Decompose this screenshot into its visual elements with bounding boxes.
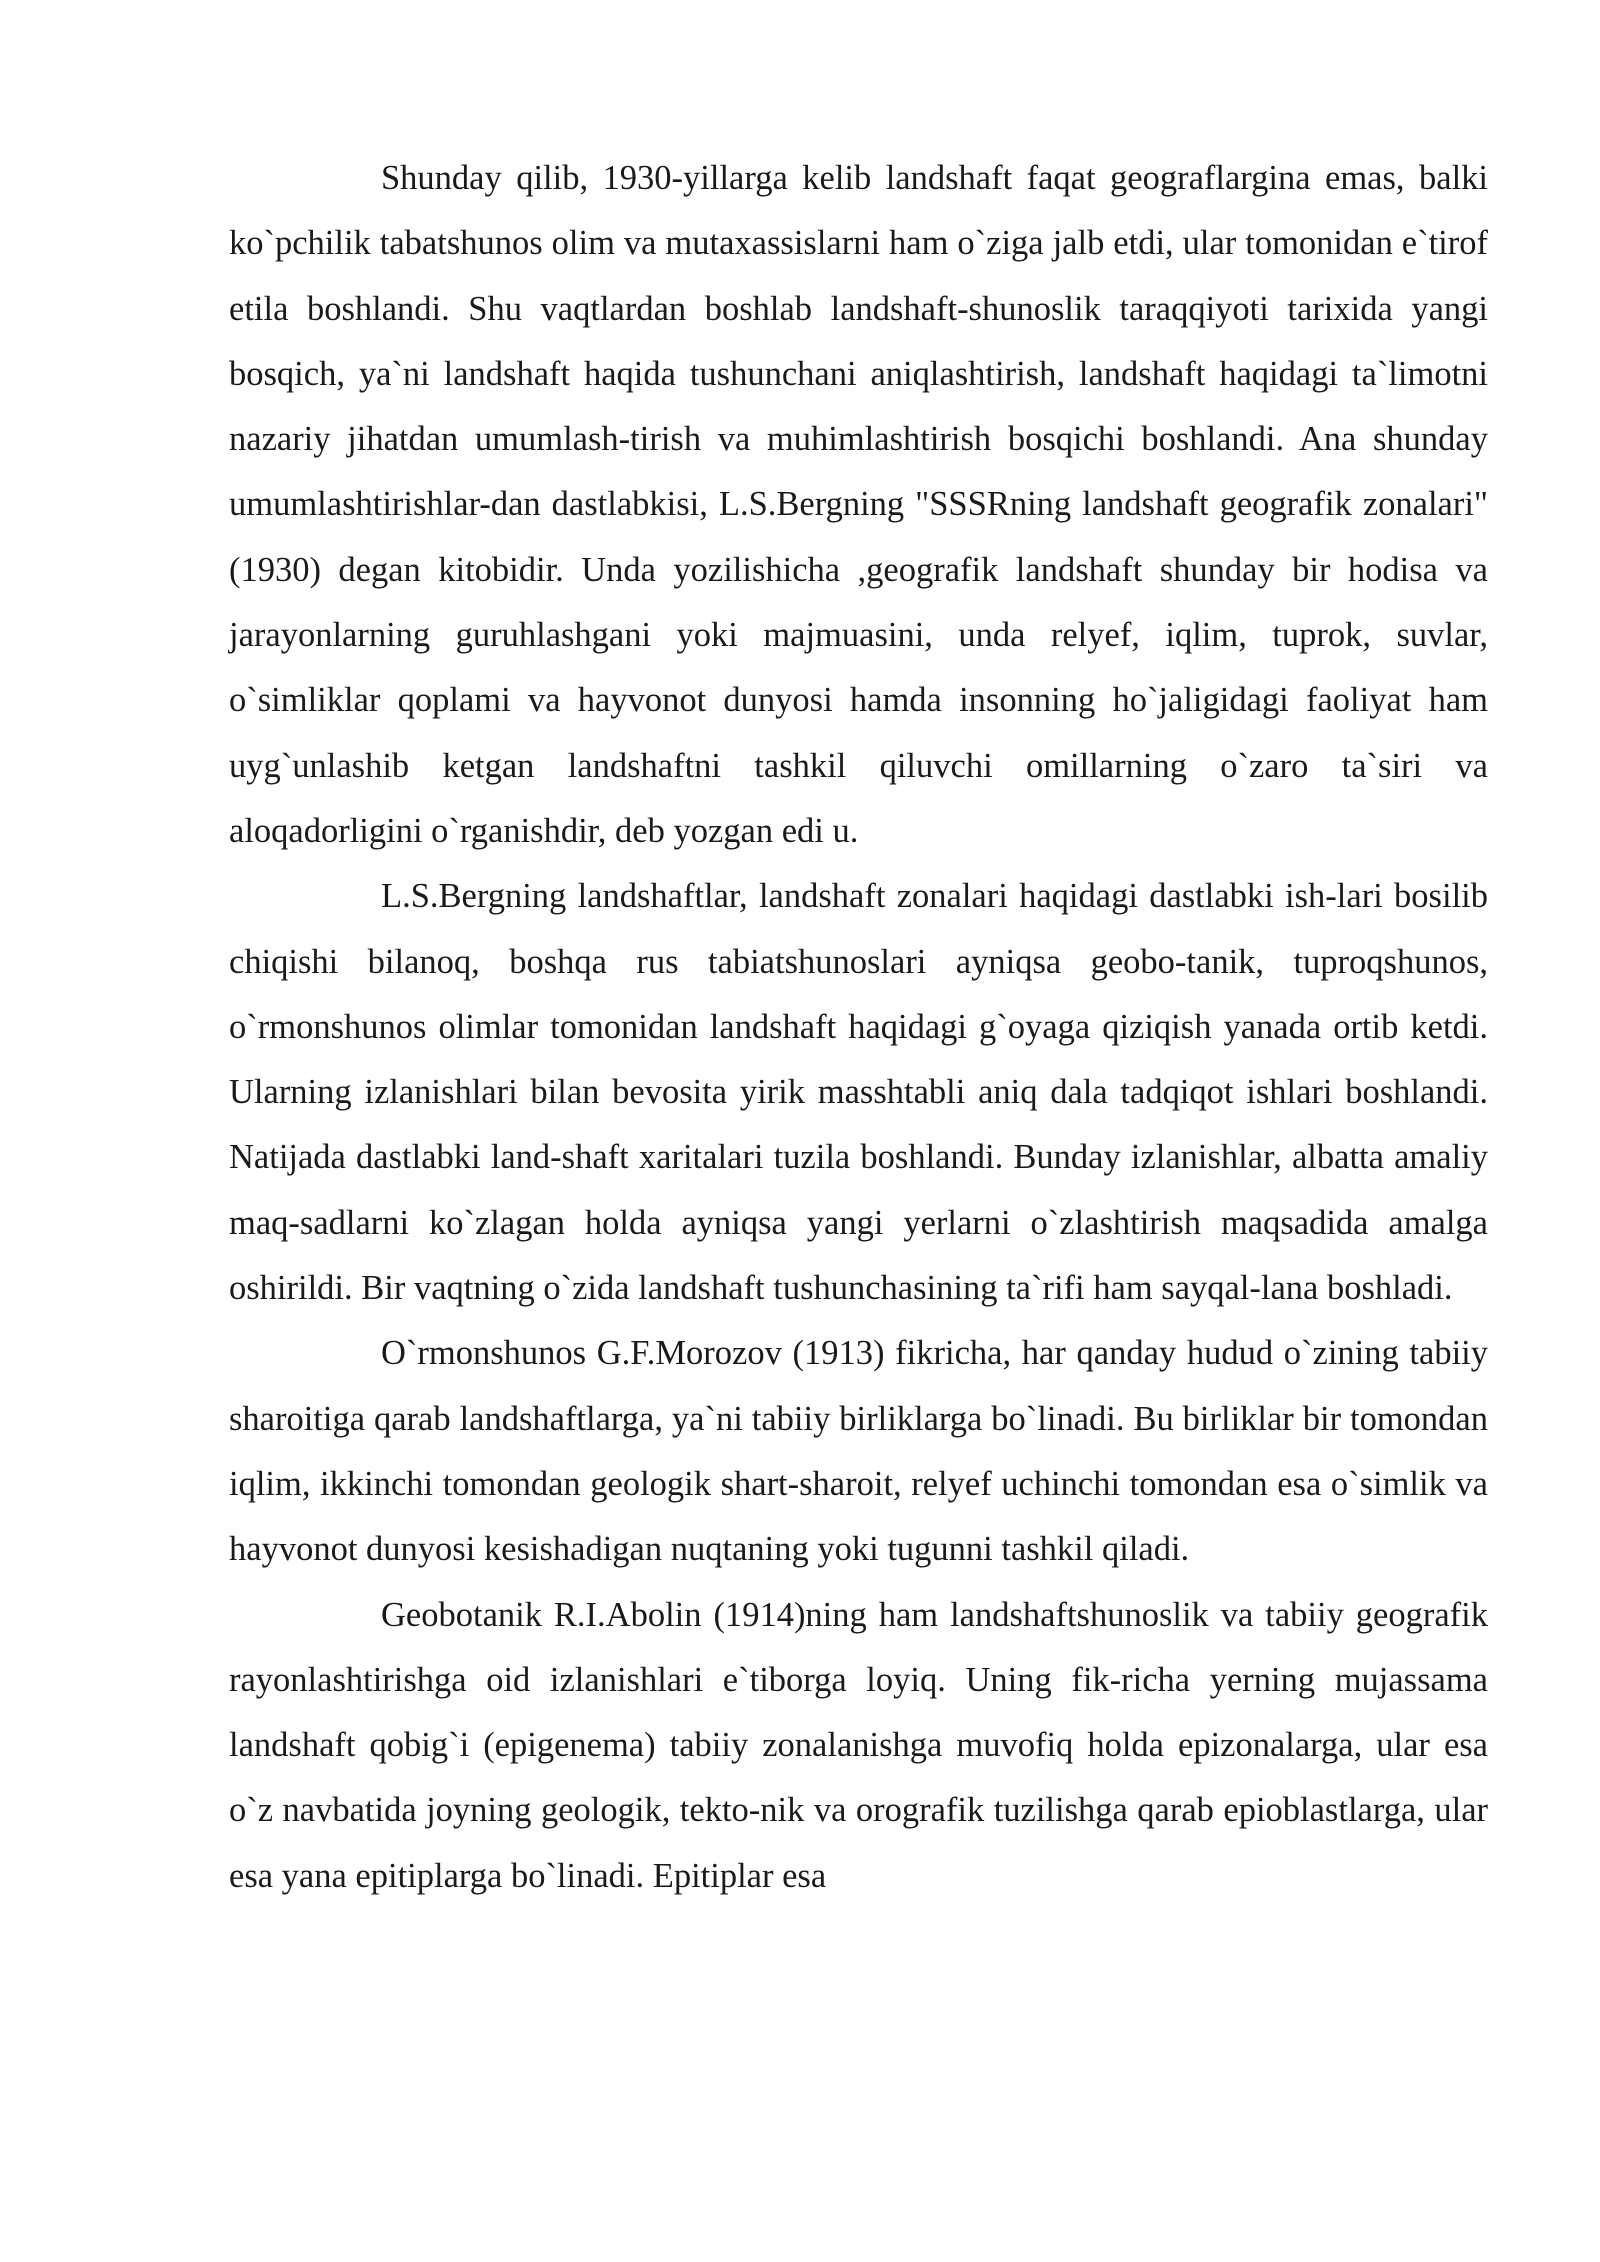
paragraph-2: L.S.Bergning landshaftlar, landshaft zonalari haqidagi dastlabki ish-lari bosilib chiqishi bilanoq, boshqa rus tabiatshunoslari ayniqsa geobo-tanik, tuproqshunos, o`rmonshunos olimlar tomonidan landshaft haqidagi g`oyaga qiziqish yanada ortib ketdi. Ularning izlanishlari bilan bevosita yirik masshtabli aniq dala tadqiqot ishlari boshlandi. Natijada dastlabki land-shaft xaritalari tuzila boshlandi. Bunday izlanishlar, albatta amaliy maq-sadlarni ko`zlagan holda ayniqsa yangi yerlarni o`zlashtirish maqsadida amalga oshirildi. Bir vaqtning o`zida landshaft tushunchasining ta`rifi ham sayqal-lana boshladi. <box>229 877 1488 1308</box>
paragraph-3: O`rmonshunos G.F.Morozov (1913) fikricha, har qanday hudud o`zining tabiiy sharoitiga qarab landshaftlarga, ya`ni tabiiy birliklarga bo`linadi. Bu birliklar bir tomondan iqlim, ikkinchi tomondan geologik shart-sharoit, relyef uchinchi tomondan esa o`simlik va hayvonot dunyosi kesishadigan nuqtaning yoki tugunni tashkil qiladi. <box>229 1334 1488 1569</box>
paragraph-4: Geobotanik R.I.Abolin (1914)ning ham landshaftshunoslik va tabiiy geografik rayonlashtirishga oid izlanishlari e`tiborga loyiq. Uning fik-richa yerning mujassama landshaft qobig`i (epigenema) tabiiy zonalanishga muvofiq holda epizonalarga, ular esa o`z navbatida joyning geologik, tekto-nik va orografik tuzilishga qarab epioblastlarga, ular esa yana epitiplarga bo`linadi. Epitiplar esa <box>229 1595 1488 1895</box>
paragraph-1: Shunday qilib, 1930-yillarga kelib landshaft faqat geograflargina emas, balki ko`pchilik tabatshunos olim va mutaxassislarni ham o`ziga jalb etdi, ular tomonidan e`tirof etila boshlandi. Shu vaqtlardan boshlab landshaft-shunoslik taraqqiyoti tarixida yangi bosqich, ya`ni landshaft haqida tushunchani aniqlashtirish, landshaft haqidagi ta`limotni nazariy jihatdan umumlash-tirish va muhimlashtirish bosqichi boshlandi. Ana shunday umumlashtirishlar-dan dastlabkisi, L.S.Bergning "SSSRning landshaft geografik zonalari" (1930) degan kitobidir. Unda yozilishicha ,geografik landshaft shunday bir hodisa va jarayonlarning guruhlashgani yoki majmuasini, unda relyef, iqlim, tuprok, suvlar, o`simliklar qoplami va hayvonot dunyosi hamda insonning ho`jaligidagi faoliyat ham uyg`unlashib ketgan landshaftni tashkil qiluvchi omillarning o`zaro ta`siri va aloqadorligini o`rganishdir, deb yozgan edi u. <box>229 159 1488 850</box>
text-column <box>229 146 1488 1909</box>
